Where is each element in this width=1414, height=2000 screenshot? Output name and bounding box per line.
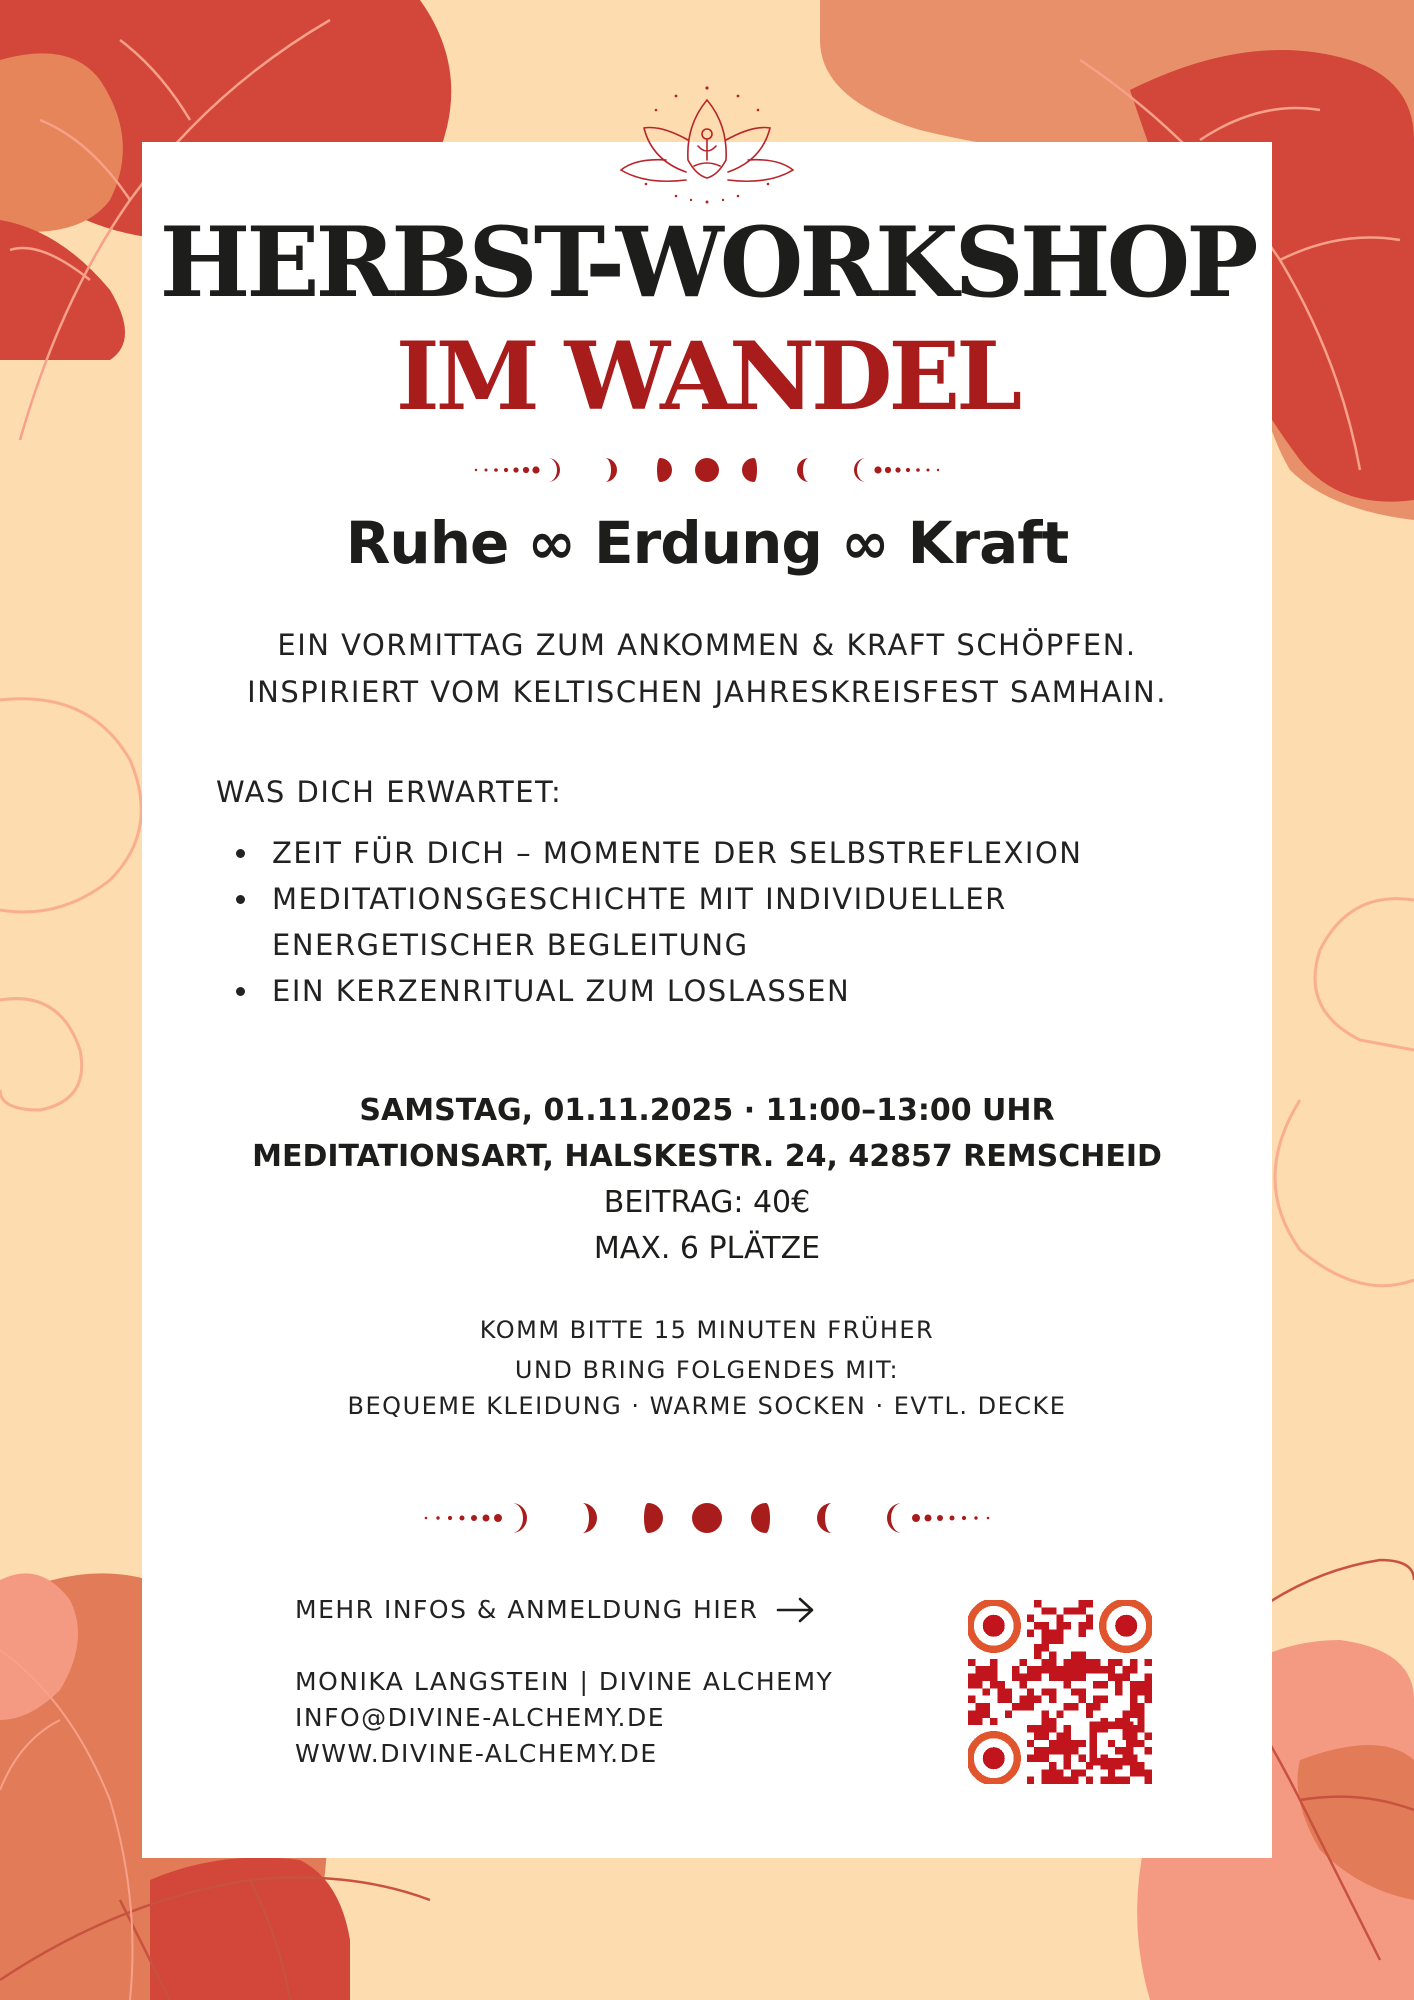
intro-line-2: INSPIRIERT VOM KELTISCHEN JAHRESKREISFEST SAMHAIN. bbox=[247, 675, 1167, 709]
note-line-3: BEQUEME KLEIDUNG · WARME SOCKEN · EVTL. DECKE bbox=[347, 1392, 1067, 1420]
qr-finder bbox=[1115, 1615, 1137, 1637]
contact-block bbox=[295, 1664, 833, 1772]
qr-alignment bbox=[1108, 1740, 1115, 1747]
contact-email[interactable]: INFO@DIVINE-ALCHEMY.DE bbox=[295, 1703, 666, 1732]
qr-finder bbox=[983, 1615, 1005, 1637]
event-seats: MAX. 6 PLÄTZE bbox=[593, 1231, 821, 1266]
title-line-1: HERBST-WORKSHOP bbox=[159, 206, 1255, 319]
event-location: MEDITATIONSART, HALSKESTR. 24, 42857 REMSCHEID bbox=[252, 1139, 1162, 1174]
moon-phases-divider bbox=[472, 452, 942, 488]
event-details bbox=[142, 1088, 1272, 1272]
event-date-time: SAMSTAG, 01.11.2025 · 11:00–13:00 UHR bbox=[359, 1093, 1055, 1128]
arrow-right-icon bbox=[776, 1596, 816, 1624]
moon-phases-divider bbox=[422, 1496, 992, 1540]
intro-text bbox=[142, 622, 1272, 716]
contact-name: MONIKA LANGSTEIN | DIVINE ALCHEMY bbox=[295, 1667, 834, 1696]
more-info-link[interactable] bbox=[295, 1590, 816, 1630]
lotus-meditation-icon bbox=[616, 80, 798, 208]
qr-finder bbox=[983, 1747, 1005, 1769]
leaf-shape bbox=[0, 220, 125, 360]
notes bbox=[142, 1310, 1272, 1422]
note-line-1: KOMM BITTE 15 MINUTEN FRÜHER bbox=[479, 1316, 935, 1344]
contact-website[interactable]: WWW.DIVINE-ALCHEMY.DE bbox=[295, 1739, 658, 1768]
more-info-label: MEHR INFOS & ANMELDUNG HIER bbox=[295, 1595, 759, 1624]
list-item: ZEIT FÜR DICH – MOMENTE DER SELBSTREFLEXION bbox=[216, 830, 1216, 876]
list-item: EIN KERZENRITUAL ZUM LOSLASSEN bbox=[216, 968, 1216, 1014]
list-item: MEDITATIONSGESCHICHTE MIT INDIVIDUELLER ENERGETISCHER BEGLEITUNG bbox=[216, 876, 1102, 968]
intro-line-1: EIN VORMITTAG ZUM ANKOMMEN & KRAFT SCHÖPFEN. bbox=[277, 628, 1137, 662]
event-fee: BEITRAG: 40€ bbox=[603, 1185, 811, 1220]
qr-code[interactable] bbox=[968, 1600, 1152, 1784]
note-line-2: UND BRING FOLGENDES MIT: bbox=[514, 1356, 900, 1384]
expect-list bbox=[216, 830, 1216, 1014]
poster-card bbox=[142, 142, 1272, 1858]
title-line-2: IM WANDEL bbox=[395, 322, 1019, 432]
motto: Ruhe ∞ Erdung ∞ Kraft bbox=[345, 509, 1069, 577]
expect-heading: WAS DICH ERWARTET: bbox=[216, 775, 563, 809]
